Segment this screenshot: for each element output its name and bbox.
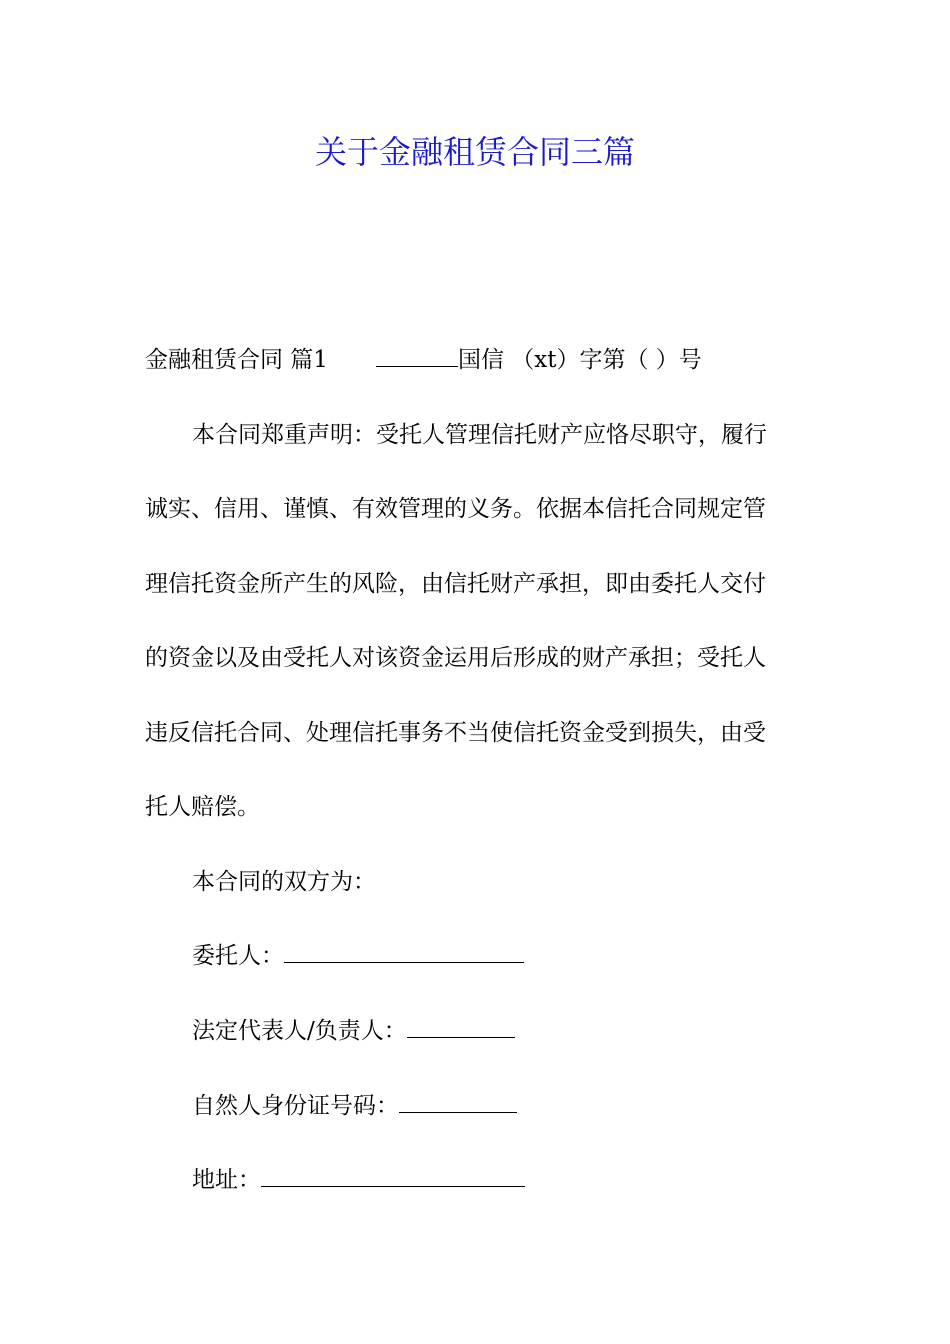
field-label: 委托人： <box>192 943 284 969</box>
document-title: 关于金融租赁合同三篇 <box>314 133 635 171</box>
parties-intro: 本合同的双方为： <box>192 869 376 895</box>
field-label: 自然人身份证号码： <box>192 1093 399 1119</box>
field-blank[interactable] <box>261 1164 525 1187</box>
paragraph-line: 托人赔偿。 <box>145 794 260 820</box>
field-row-legal-rep <box>192 1013 857 1049</box>
contract-header-line <box>145 342 810 378</box>
field-row-address <box>192 1162 857 1198</box>
paragraph-line: 的资金以及由受托人对该资金运用后形成的财产承担；受托人 <box>145 645 766 671</box>
contract-number-blank <box>376 344 458 367</box>
field-label: 法定代表人/负责人： <box>192 1018 407 1044</box>
paragraph-line: 本合同郑重声明：受托人管理信托财产应恪尽职守，履行 <box>192 422 767 448</box>
paragraph-line: 理信托资金所产生的风险，由信托财产承担，即由委托人交付 <box>145 571 766 597</box>
field-blank[interactable] <box>399 1090 517 1113</box>
field-label: 地址： <box>192 1167 261 1193</box>
field-blank[interactable] <box>284 940 524 963</box>
field-blank[interactable] <box>407 1015 515 1038</box>
contract-number-suffix: 国信 （xt）字第（ ）号 <box>457 347 702 373</box>
paragraph-line: 诚实、信用、谨慎、有效管理的义务。依据本信托合同规定管 <box>145 496 766 522</box>
field-row-id-number <box>192 1088 857 1124</box>
paragraph-line: 违反信托合同、处理信托事务不当使信托资金受到损失，由受 <box>145 720 766 746</box>
contract-label: 金融租赁合同 篇1 <box>145 347 328 373</box>
field-row-principal <box>192 938 857 974</box>
